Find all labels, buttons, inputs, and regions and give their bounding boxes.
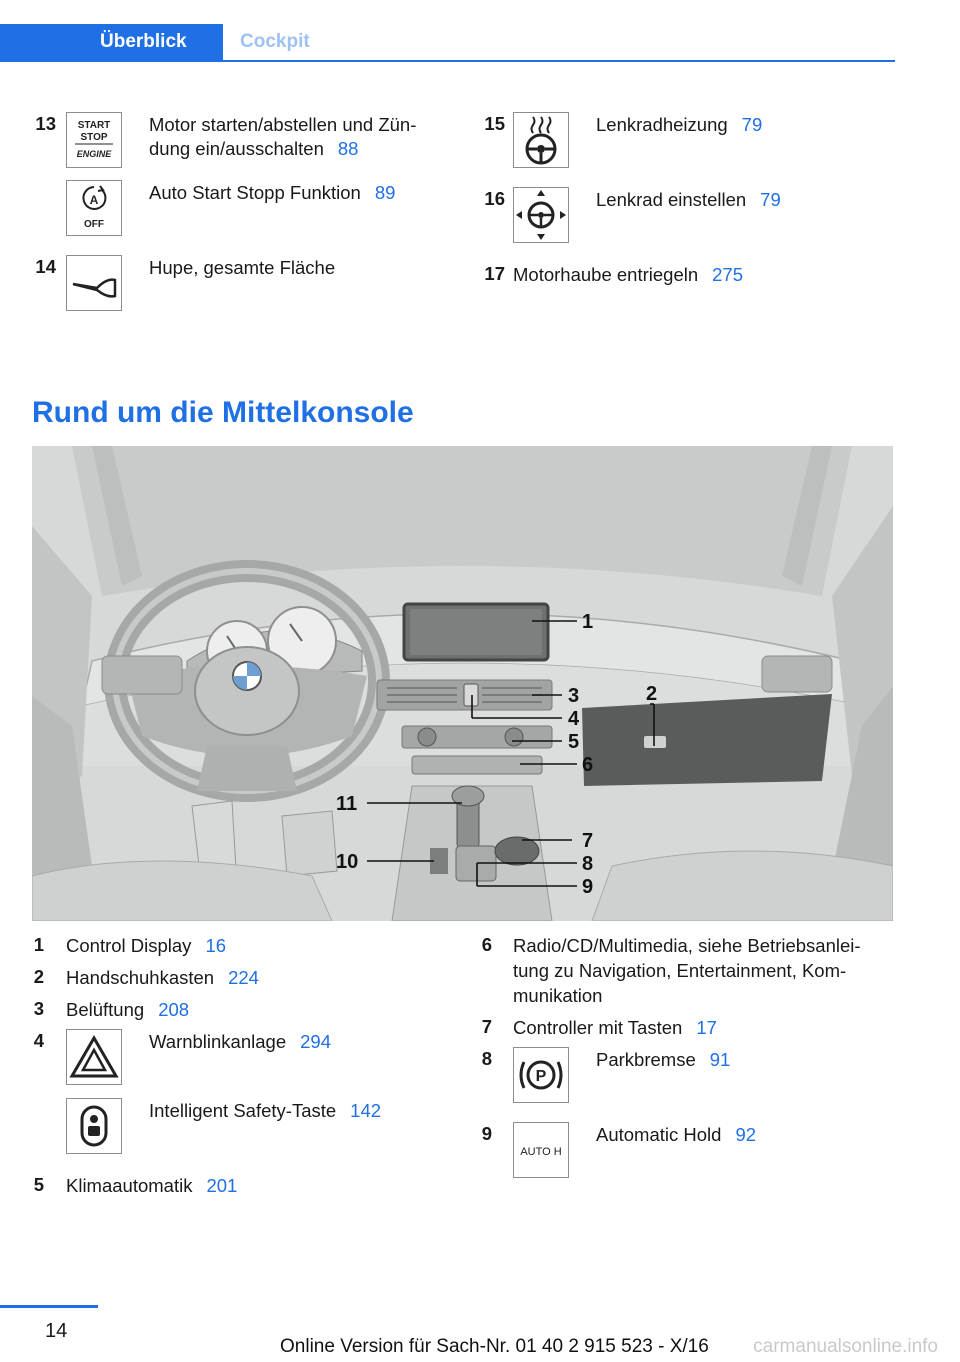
item-number: 5: [33, 1174, 44, 1195]
item-number: 6: [481, 934, 492, 955]
intelligent-safety-icon: [66, 1098, 122, 1154]
entry-text: Klimaautomatik 201: [66, 1175, 238, 1196]
callout-label: 2: [646, 683, 658, 705]
page-reference-link[interactable]: 89: [374, 182, 396, 203]
entry-text: Hupe, gesamte Fläche: [149, 257, 336, 278]
entry-text: Radio/CD/Multimedia, siehe Betriebsanlei-: [513, 935, 861, 956]
entry-text: Automatic Hold 92: [596, 1124, 757, 1145]
callout-label: 5: [568, 731, 580, 753]
item-number: 3: [33, 998, 44, 1019]
item-number: 15: [484, 113, 505, 134]
dashboard-drawing: [32, 446, 893, 921]
entry-text: Controller mit Tasten 17: [513, 1017, 717, 1038]
entry-text: Intelligent Safety-Taste 142: [149, 1100, 382, 1121]
entry-text: Motorhaube entriegeln 275: [513, 264, 744, 285]
entry-text: Warnblinkanlage 294: [149, 1031, 331, 1052]
page-reference-link[interactable]: 294: [300, 1031, 331, 1052]
item-number: 4: [33, 1030, 44, 1051]
steering-wheel-adjust-icon: [513, 187, 569, 243]
entry-text: dung ein/ausschalten 88: [149, 138, 359, 159]
callout-label: 6: [582, 754, 594, 776]
entry-text: Parkbremse 91: [596, 1049, 731, 1070]
page-reference-link[interactable]: 79: [760, 189, 781, 210]
entry-text: Handschuhkasten 224: [66, 967, 259, 988]
icon-label: AUTO H: [520, 1146, 562, 1158]
section-title: Rund um die Mittelkonsole: [32, 396, 414, 429]
entry-text: tung zu Navigation, Entertainment, Kom-: [513, 960, 847, 981]
page-reference-link[interactable]: 201: [206, 1175, 238, 1196]
callout-label: 3: [568, 685, 580, 707]
watermark: carmanualsonline.info: [753, 1336, 938, 1357]
chapter-tabs: [0, 24, 895, 62]
page-reference-link[interactable]: 79: [741, 114, 763, 135]
entry-text: Belüftung 208: [66, 999, 190, 1020]
page-reference-link[interactable]: 16: [205, 935, 227, 956]
item-number: 2: [33, 966, 44, 987]
icon-label: STOP: [80, 132, 108, 143]
page-number: 14: [45, 1320, 68, 1342]
hazard-warning-icon: [66, 1029, 122, 1085]
callout-label: 7: [582, 830, 594, 852]
page-reference-link[interactable]: 142: [350, 1100, 382, 1121]
page-reference-link[interactable]: 208: [158, 999, 190, 1020]
callout-label: 9: [582, 876, 594, 898]
callout-label: 8: [582, 853, 594, 875]
center-console-illustration: [32, 446, 893, 921]
tab-cockpit[interactable]: Cockpit: [240, 31, 310, 52]
entry-text: Lenkrad einstellen 79: [596, 189, 781, 210]
auto-start-stop-off-icon: [66, 180, 122, 236]
item-number: 1: [33, 934, 44, 955]
horn-icon: [66, 255, 122, 311]
item-number: 16: [484, 188, 505, 209]
entry-text: munikation: [513, 985, 603, 1006]
icon-label: OFF: [84, 219, 104, 230]
footer-version-text: Online Version für Sach-Nr. 01 40 2 915 523 - X/16: [280, 1336, 709, 1357]
item-number: 8: [481, 1048, 492, 1069]
icon-label: ENGINE: [76, 149, 112, 159]
icon-label: P: [535, 1068, 547, 1085]
icon-label: START: [77, 120, 111, 131]
item-number: 9: [481, 1123, 492, 1144]
item-number: 14: [35, 256, 56, 277]
parking-brake-icon: [513, 1047, 569, 1103]
auto-hold-icon: [513, 1122, 569, 1178]
tab-ueberblick[interactable]: Überblick: [0, 24, 223, 60]
start-stop-engine-icon: [66, 112, 122, 168]
item-number: 17: [484, 263, 505, 284]
item-number: 13: [35, 113, 56, 134]
footer-rule: [0, 1305, 98, 1308]
callout-label: 4: [568, 708, 580, 730]
entry-text: Control Display 16: [66, 935, 227, 956]
page-reference-link[interactable]: 224: [228, 967, 259, 988]
icon-label: A: [89, 193, 99, 207]
callout-label: 1: [582, 611, 594, 633]
callout-label: 10: [336, 851, 359, 873]
item-number: 7: [481, 1016, 492, 1037]
entry-text: Auto Start Stopp Funktion 89: [149, 182, 396, 203]
page-reference-link[interactable]: 91: [709, 1049, 731, 1070]
page-reference-link[interactable]: 275: [712, 264, 744, 285]
callout-label: 11: [336, 793, 358, 815]
entry-text: Lenkradheizung 79: [596, 114, 763, 135]
page-reference-link[interactable]: 92: [735, 1124, 757, 1145]
page-reference-link[interactable]: 17: [696, 1017, 717, 1038]
steering-wheel-heating-icon: [513, 112, 569, 168]
page-reference-link[interactable]: 88: [337, 138, 359, 159]
entry-text: Motor starten/abstellen und Zün-: [149, 114, 417, 135]
